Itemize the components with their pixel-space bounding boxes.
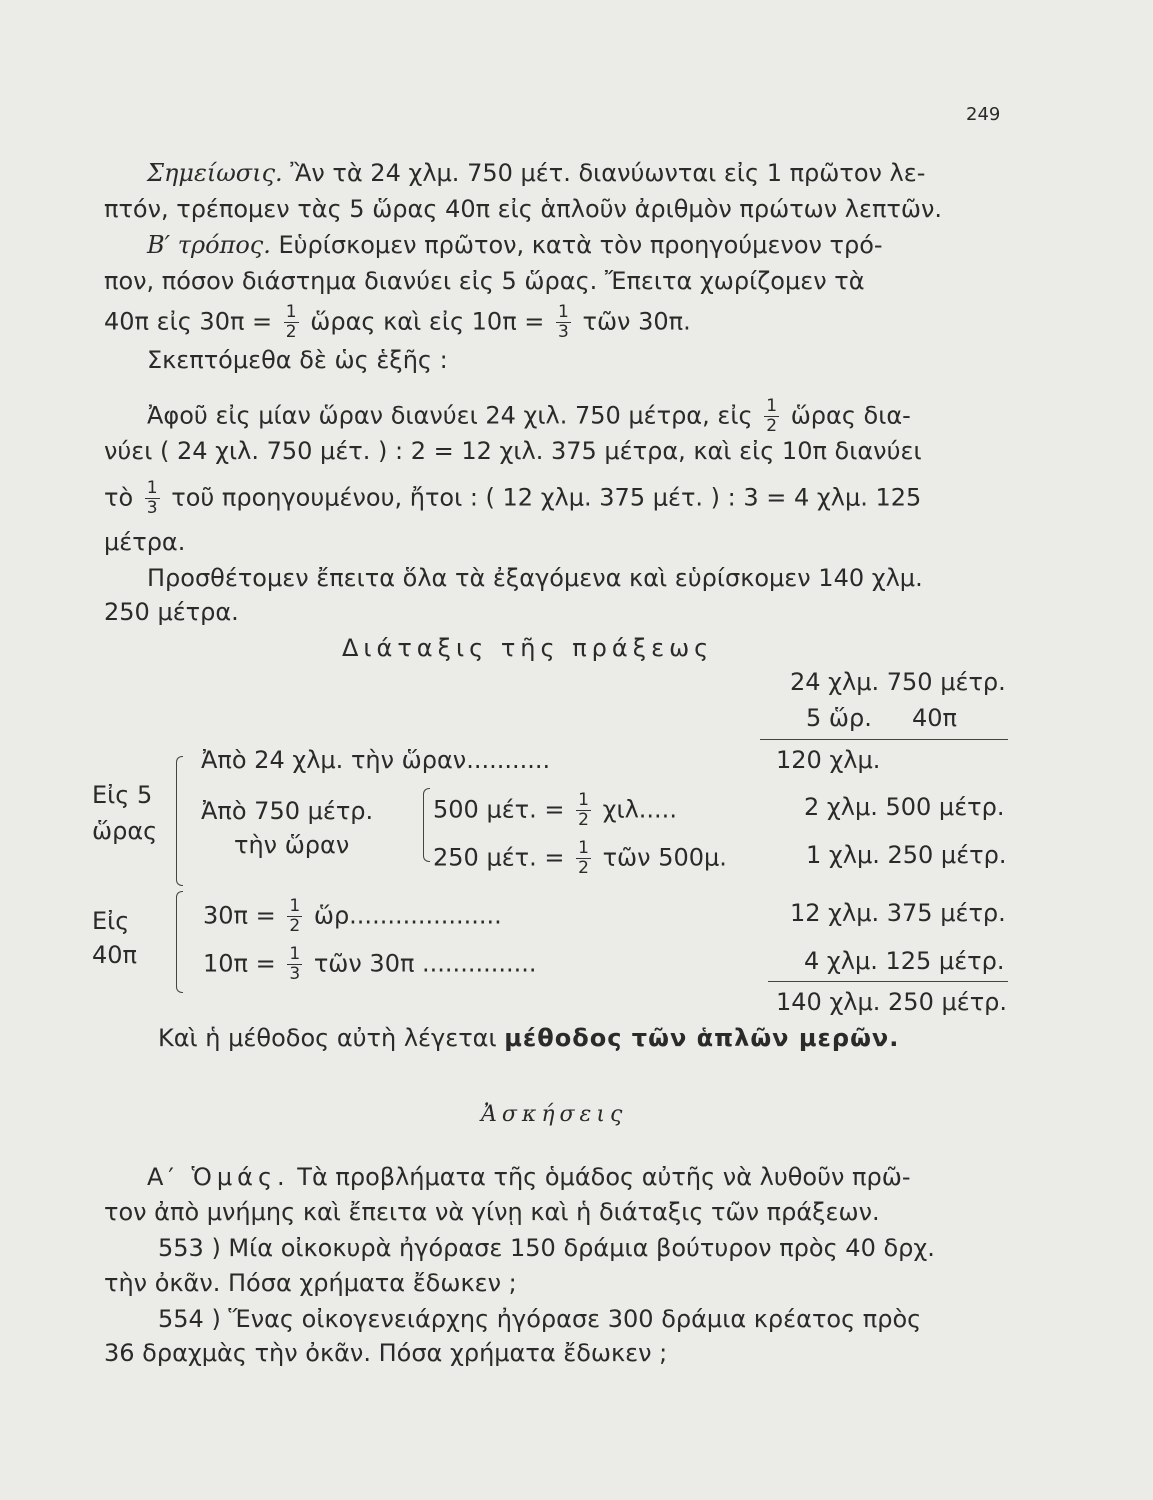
brace-group-1 <box>176 756 183 886</box>
group2-row2-a: 10π = <box>203 949 276 978</box>
group1-sub-label-2: τὴν ὥραν <box>234 831 350 859</box>
group-a-text: Τὰ προβλήματα τῆς ὁμάδος αὐτῆς νὰ λυθοῦν πρῶ- <box>297 1163 911 1191</box>
group-a-line-1 <box>147 1162 910 1192</box>
para-line-3 <box>104 480 921 517</box>
text-of-30: τῶν 30π. <box>582 307 691 336</box>
exercise-553-line-2: τὴν ὀκᾶν. Πόσα χρήματα ἔδωκεν ; <box>104 1269 517 1297</box>
para-line-4: μέτρα. <box>104 528 186 556</box>
fraction-third: $\frac{1}{3}$ <box>558 302 569 342</box>
think-line: Σκεπτόμεθα δὲ ὡς ἑξῆς : <box>147 346 448 374</box>
note-label: Σημείωσις. <box>147 159 283 187</box>
exercises-title: Ἀσκήσεις <box>481 1102 628 1127</box>
group2-row2 <box>203 946 536 983</box>
given-minutes: 40π <box>912 704 957 732</box>
brace-sub-group <box>423 788 430 862</box>
fraction-half: $\frac{1}{2}$ <box>285 302 297 342</box>
para-text-1a: Ἀφοῦ εἰς μίαν ὥραν διανύει 24 χιλ. 750 μέτρα, εἰς <box>147 401 753 430</box>
group1-row3-a: 250 μέτ. = <box>433 843 565 872</box>
exercise-554-line-1: 554 ) Ἕνας οἰκογενειάρχης ἠγόρασε 300 δράμια κρέατος πρὸς <box>158 1305 922 1333</box>
group1-row3 <box>433 840 727 877</box>
para-line-2: νύει ( 24 χιλ. 750 μέτ. ) : 2 = 12 χιλ. 375 μέτρα, καὶ εἰς 10π διανύει <box>104 437 922 465</box>
method-b-line-1 <box>147 230 883 260</box>
group1-sub-label-1: Ἀπὸ 750 μέτρ. <box>201 797 374 825</box>
given-line-1: 24 χλμ. 750 μέτρ. <box>790 668 1006 696</box>
group1-row3-b: τῶν 500μ. <box>602 843 727 872</box>
para-text-1b: ὥρας δια- <box>790 401 911 430</box>
group1-row3-result: 1 χλμ. 250 μέτρ. <box>806 841 1007 869</box>
text-hours-and-10: ὥρας καὶ εἰς 10π = <box>310 307 545 336</box>
para-line-1 <box>147 398 911 435</box>
note-line-1 <box>147 158 925 188</box>
group1-row2-a: 500 μέτ. = <box>433 795 565 824</box>
method-line <box>158 1023 899 1053</box>
method-b-label: Β′ τρόπος. <box>147 231 271 259</box>
method-b-line-3 <box>104 304 691 341</box>
total-rule <box>768 981 1008 982</box>
group1-label-2: ὥρας <box>92 817 158 845</box>
group1-label-1: Εἰς 5 <box>92 781 153 809</box>
brace-group-2 <box>176 891 183 993</box>
layout-title: Διάταξις τῆς πράξεως <box>342 634 714 662</box>
total-result: 140 χλμ. 250 μέτρ. <box>776 988 1008 1016</box>
method-b-line-2: πον, πόσον διάστημα διανύει εἰς 5 ὥρας. Ἔπειτα χωρίζομεν τὰ <box>104 267 865 295</box>
note-text: Ἂν τὰ 24 χλμ. 750 μέτ. διανύωνται εἰς 1 πρῶτον λε- <box>290 159 926 187</box>
given-hours: 5 ὥρ. <box>806 704 872 732</box>
method-b-text: Εὑρίσκομεν πρῶτον, κατὰ τὸν προηγούμενον τρό- <box>278 231 883 259</box>
group1-row2-b: χιλ..... <box>602 795 677 824</box>
group2-label-2: 40π <box>92 941 137 969</box>
group-a-line-2: τον ἀπὸ μνήμης καὶ ἔπειτα νὰ γίνῃ καὶ ἡ διάταξις τῶν πράξεων. <box>104 1198 880 1226</box>
para-text-3b: τοῦ προηγουμένου, ἤτοι : ( 12 χλμ. 375 μέτ. ) : 3 = 4 χλμ. 125 <box>171 483 922 512</box>
group2-row2-result: 4 χλμ. 125 μέτρ. <box>804 947 1005 975</box>
text-40-into-30: 40π εἰς 30π = <box>104 307 273 336</box>
group1-row2-result: 2 χλμ. 500 μέτρ. <box>804 793 1005 821</box>
group2-row2-b: τῶν 30π ............... <box>313 949 537 978</box>
para-text-3a: τὸ <box>104 483 134 512</box>
page-number: 249 <box>966 104 1001 125</box>
exercise-553-line-1: 553 ) Μία οἰκοκυρὰ ἠγόρασε 150 δράμια βούτυρον πρὸς 40 δρχ. <box>158 1234 935 1262</box>
method-name: μέθοδος τῶν ἁπλῶν μερῶν. <box>504 1024 900 1052</box>
group2-row1-result: 12 χλμ. 375 μέτρ. <box>790 899 1006 927</box>
method-line-text: Καὶ ἡ μέθοδος αὐτὴ λέγεται <box>158 1024 497 1052</box>
group-a-label: Α′ Ὁμάς. <box>147 1163 290 1191</box>
group2-label-1: Εἰς <box>92 907 130 935</box>
group2-row1 <box>203 898 502 935</box>
fraction-half: $\frac{1}{2}$ <box>289 896 301 936</box>
group1-row2 <box>433 792 677 829</box>
sum-line-2: 250 μέτρα. <box>104 598 239 626</box>
fraction-half: $\frac{1}{2}$ <box>766 396 778 436</box>
group2-row1-b: ὥρ.................... <box>313 901 502 930</box>
group2-row1-a: 30π = <box>203 901 276 930</box>
header-rule <box>760 739 1008 740</box>
group1-row1-text: Ἀπὸ 24 χλμ. τὴν ὥραν........... <box>201 746 551 774</box>
sum-line-1: Προσθέτομεν ἔπειτα ὅλα τὰ ἐξαγόμενα καὶ εὑρίσκομεν 140 χλμ. <box>147 564 923 592</box>
fraction-half: $\frac{1}{2}$ <box>578 838 589 878</box>
exercise-554-line-2: 36 δραχμὰς τὴν ὀκᾶν. Πόσα χρήματα ἔδωκεν ; <box>104 1339 668 1367</box>
fraction-half: $\frac{1}{2}$ <box>578 790 589 830</box>
fraction-third: $\frac{1}{3}$ <box>146 478 158 518</box>
note-line-2: πτόν, τρέπομεν τὰς 5 ὥρας 40π εἰς ἁπλοῦν ἀριθμὸν πρώτων λεπτῶν. <box>104 195 942 223</box>
group1-row1-result: 120 χλμ. <box>776 746 881 774</box>
fraction-third: $\frac{1}{3}$ <box>289 944 301 984</box>
